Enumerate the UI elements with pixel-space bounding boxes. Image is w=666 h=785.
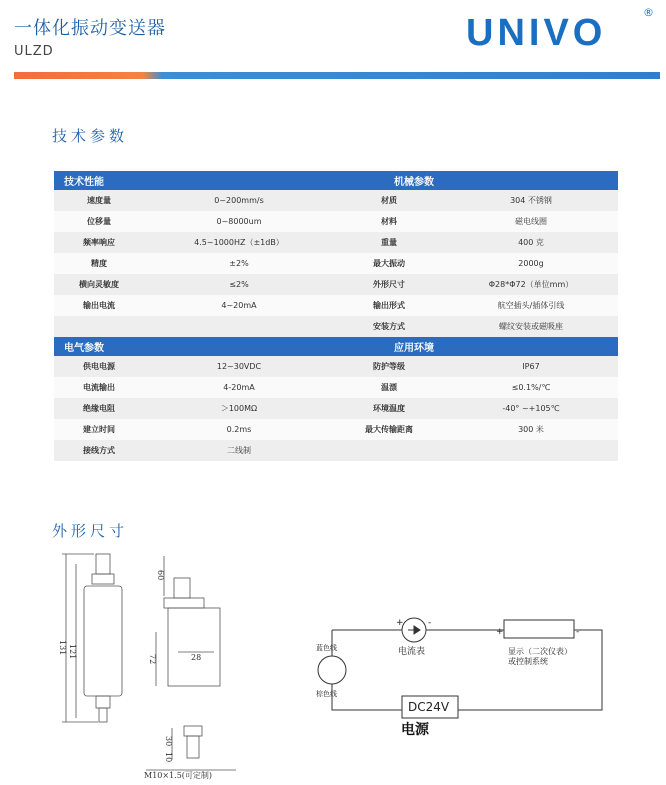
- param-value: 航空插头/插体引线: [444, 295, 618, 316]
- param-name: 横向灵敏度: [54, 274, 144, 295]
- param-value: 0~200mm/s: [144, 190, 334, 211]
- param-value: ≤2%: [144, 274, 334, 295]
- band-heading: 电气参数: [54, 337, 334, 356]
- supply-voltage: DC24V: [408, 700, 450, 714]
- param-name: 防护等级: [334, 356, 444, 377]
- connector-head: [96, 554, 110, 574]
- param-name: 最大振动: [334, 253, 444, 274]
- dim-30-label: 30: [164, 736, 173, 747]
- param-name: 精度: [54, 253, 144, 274]
- supply-label: 电源: [401, 722, 429, 738]
- param-name: 材质: [334, 190, 444, 211]
- header-gradient-rule: [14, 72, 660, 79]
- param-value: 400 克: [444, 232, 618, 253]
- param-name: 建立时间: [54, 419, 144, 440]
- param-value: IP67: [444, 356, 618, 377]
- param-name: [54, 316, 144, 337]
- display-label-2: 或控制系统: [508, 657, 548, 666]
- param-value: 304 不锈钢: [444, 190, 618, 211]
- param-value: 4.5~1000HZ（±1dB）: [144, 232, 334, 253]
- param-name: 温漂: [334, 377, 444, 398]
- hex-base: [96, 696, 110, 708]
- param-name: 输出电流: [54, 295, 144, 316]
- spec-table: [54, 171, 618, 461]
- band-heading: 应用环境: [334, 337, 618, 356]
- param-name: 频率响应: [54, 232, 144, 253]
- param-name: [334, 440, 444, 461]
- dim-28-label: 28: [191, 653, 202, 662]
- display-label: 显示（二次仪表）: [508, 647, 572, 656]
- brand-logo: UNIVO: [466, 12, 607, 54]
- band-heading: 技术性能: [54, 171, 334, 190]
- display-minus: -: [576, 627, 580, 637]
- wire-brown-label: 棕色线: [316, 690, 337, 698]
- param-value: [444, 440, 618, 461]
- param-value: 螺纹安装或磁吸座: [444, 316, 618, 337]
- dim-60-label: 60: [156, 570, 165, 581]
- dim-121-label: 121: [68, 644, 77, 660]
- model-code: ULZD: [14, 44, 54, 59]
- threaded-stud: [99, 708, 107, 722]
- param-value: 0~8000um: [144, 211, 334, 232]
- param-name: 重量: [334, 232, 444, 253]
- param-name: 最大传输距离: [334, 419, 444, 440]
- param-name: 绝缘电阻: [54, 398, 144, 419]
- thread-label: M10×1.5(可定制): [144, 771, 213, 780]
- display-instrument: [504, 620, 574, 638]
- table-row: [54, 190, 618, 211]
- side-connector: [174, 578, 190, 598]
- param-value: -40° ~+105℃: [444, 398, 618, 419]
- param-name: 速度量: [54, 190, 144, 211]
- dim-131-label: 131: [58, 640, 67, 656]
- table-row: [54, 419, 618, 440]
- param-name: 电流输出: [54, 377, 144, 398]
- table-row: [54, 377, 618, 398]
- param-name: 输出形式: [334, 295, 444, 316]
- table-row: [54, 232, 618, 253]
- connector-nut: [92, 574, 114, 584]
- table-row: [54, 211, 618, 232]
- table-band: [54, 171, 618, 190]
- dim-72-label: 72: [148, 654, 157, 665]
- param-value: 4-20mA: [144, 377, 334, 398]
- param-name: 接线方式: [54, 440, 144, 461]
- param-value: 300 米: [444, 419, 618, 440]
- param-name: 供电电源: [54, 356, 144, 377]
- wiring-diagram: [312, 612, 612, 722]
- registered-mark: ®: [643, 6, 654, 19]
- meter-plus: +: [396, 618, 404, 628]
- table-band: [54, 337, 618, 356]
- param-name: 位移量: [54, 211, 144, 232]
- param-name: 外形尺寸: [334, 274, 444, 295]
- page-title: 一体化振动变送器: [14, 18, 166, 39]
- param-name: 材料: [334, 211, 444, 232]
- param-value: 二线制: [144, 440, 334, 461]
- param-value: 0.2ms: [144, 419, 334, 440]
- table-row: [54, 356, 618, 377]
- band-heading: 机械参数: [334, 171, 618, 190]
- table-row: [54, 274, 618, 295]
- wire-blue-label: 蓝色线: [316, 644, 337, 652]
- param-value: Φ28*Φ72（单位mm）: [444, 274, 618, 295]
- display-plus: +: [496, 627, 504, 637]
- table-row: [54, 295, 618, 316]
- param-value: ＞100MΩ: [144, 398, 334, 419]
- table-row: [54, 316, 618, 337]
- param-name: 安装方式: [334, 316, 444, 337]
- param-value: [144, 316, 334, 337]
- table-row: [54, 253, 618, 274]
- dim-10-label: 10: [164, 752, 173, 763]
- table-row: [54, 440, 618, 461]
- dimensions-heading: 外形尺寸: [52, 522, 129, 540]
- sensor-icon: [318, 656, 346, 684]
- param-value: 2000g: [444, 253, 618, 274]
- param-name: 环境温度: [334, 398, 444, 419]
- dimension-drawing: [56, 548, 246, 780]
- meter-label: 电流表: [398, 647, 426, 657]
- circuit-wire: [332, 630, 602, 710]
- param-value: ±2%: [144, 253, 334, 274]
- sensor-body-front: [84, 586, 122, 696]
- param-value: 4~20mA: [144, 295, 334, 316]
- param-value: ≤0.1%/℃: [444, 377, 618, 398]
- specs-heading: 技术参数: [52, 127, 129, 145]
- sensor-body-side: [168, 608, 220, 686]
- meter-minus: -: [428, 618, 432, 628]
- table-row: [54, 398, 618, 419]
- param-value: 磁电线圈: [444, 211, 618, 232]
- param-value: 12~30VDC: [144, 356, 334, 377]
- side-nut: [164, 598, 204, 608]
